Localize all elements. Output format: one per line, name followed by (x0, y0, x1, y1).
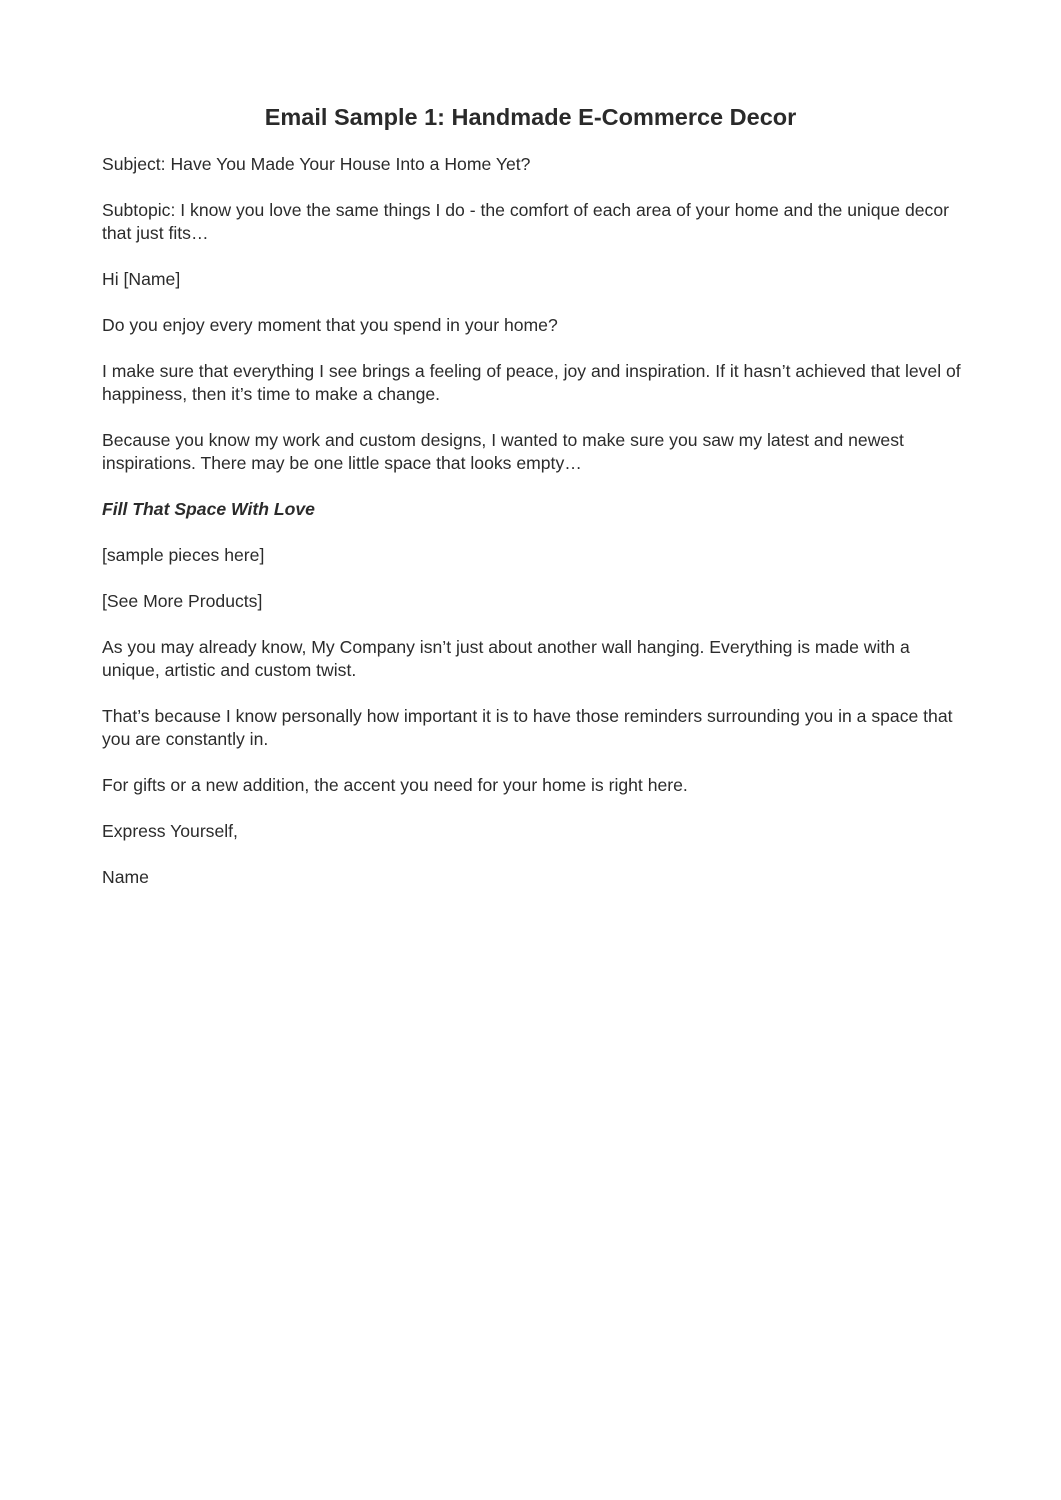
subject-line: Subject: Have You Made Your House Into a Home Yet? (102, 154, 531, 174)
body-paragraph: I make sure that everything I see brings a feeling of peace, joy and inspiration. If it hasn’t achieved that level of happiness, then it’s time to make a change. (102, 361, 961, 404)
sign-off: Express Yourself, (102, 821, 238, 841)
body-paragraph: That’s because I know personally how important it is to have those reminders surrounding you in a space that you are constantly in. (102, 706, 953, 749)
placeholder-sample-pieces: [sample pieces here] (102, 545, 265, 565)
body-paragraph: As you may already know, My Company isn’t just about another wall hanging. Everything is made with a unique, artistic and custom twist. (102, 637, 910, 680)
signature-name: Name (102, 867, 149, 887)
email-body (102, 153, 962, 912)
section-heading: Fill That Space With Love (102, 499, 315, 519)
body-paragraph: Do you enjoy every moment that you spend in your home? (102, 315, 558, 335)
document-title: Email Sample 1: Handmade E-Commerce Decor (264, 104, 797, 130)
greeting: Hi [Name] (102, 269, 181, 289)
body-paragraph: For gifts or a new addition, the accent you need for your home is right here. (102, 775, 688, 795)
subtopic-line: Subtopic: I know you love the same things I do - the comfort of each area of your home and the unique decor that just fits… (102, 200, 949, 243)
body-paragraph: Because you know my work and custom designs, I wanted to make sure you saw my latest and newest inspirations. There may be one little space that looks empty… (102, 430, 904, 473)
placeholder-see-more-products: [See More Products] (102, 591, 263, 611)
